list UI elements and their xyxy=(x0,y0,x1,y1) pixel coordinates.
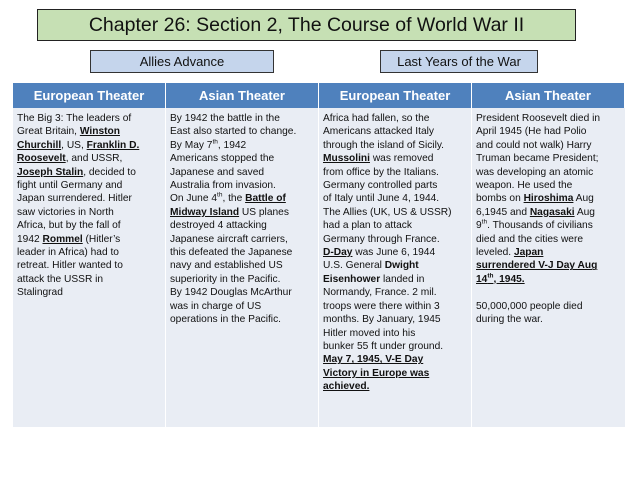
term-japan: Japan xyxy=(513,247,544,259)
text-line: superiority in the Pacific. xyxy=(170,273,281,285)
text-line: Germany controlled parts xyxy=(323,180,438,192)
superscript: th xyxy=(487,272,494,280)
text-line: 50,000,000 people died xyxy=(476,300,583,312)
text: bombs on xyxy=(476,193,524,205)
text-line: was in charge of US xyxy=(170,300,262,312)
text: , 1945. xyxy=(493,273,525,285)
text-line: saw victories in North xyxy=(17,206,114,218)
term-japan-3: 14th, 1945. xyxy=(476,272,525,285)
term-eisenhower-2: Eisenhower xyxy=(323,273,381,285)
text: was June 6, 1944 xyxy=(352,247,436,259)
cell-lastyears-european xyxy=(319,108,472,427)
term-churchill-2: Churchill xyxy=(17,139,62,151)
term-hiroshima: Hiroshima xyxy=(523,193,574,205)
text: leveled. xyxy=(476,247,514,259)
text-line: during the war. xyxy=(476,314,543,326)
text-line: fight until Germany and xyxy=(17,180,123,192)
column-header-asian-2: Asian Theater xyxy=(472,83,625,108)
term-veday: May 7, 1945, V-E Day xyxy=(323,354,424,366)
text: , 1942 xyxy=(217,139,247,151)
text-line: President Roosevelt died in xyxy=(476,113,601,124)
column-header-asian-1: Asian Theater xyxy=(166,83,319,108)
text-line: navy and established US xyxy=(170,260,283,272)
term-eisenhower: Dwight xyxy=(384,260,419,272)
text-line: destroyed 4 attacking xyxy=(170,220,267,232)
text-line: retreat. Hitler wanted to xyxy=(17,260,123,272)
text: , the xyxy=(222,193,246,205)
text: On June 4 xyxy=(170,193,218,205)
text-line: Truman became President; xyxy=(476,153,599,165)
text: , and USSR, xyxy=(65,153,123,165)
text: , US, xyxy=(61,139,87,151)
text-line: operations in the Pacific. xyxy=(170,314,281,326)
text: 6,1945 and xyxy=(476,206,530,218)
text: US planes xyxy=(239,206,289,218)
term-dday: D-Day xyxy=(323,247,353,259)
text: Aug xyxy=(573,193,594,205)
text-line: bunker 55 ft under ground. xyxy=(323,340,444,352)
text-line: of Italy until June 4, 1944. xyxy=(323,193,440,205)
text-line: The Big 3: The leaders of xyxy=(17,113,132,124)
cell-allies-european xyxy=(13,108,166,427)
text-line: Normandy, France. 2 mil. xyxy=(323,287,437,299)
slide-title: Chapter 26: Section 2, The Course of World War II xyxy=(37,9,576,41)
term-stalin: Joseph Stalin xyxy=(17,166,84,178)
text-line: this defeated the Japanese xyxy=(170,247,293,259)
text-line: months. By January, 1945 xyxy=(323,314,441,326)
text-line: By 1942 Douglas McArthur xyxy=(170,287,292,299)
term-rommel: Rommel xyxy=(42,233,83,245)
text-line: Australia from invasion. xyxy=(170,180,276,192)
term-japan-2: surrendered V-J Day Aug xyxy=(476,260,598,272)
text-line: Japanese aircraft carriers, xyxy=(170,233,288,245)
text-line: from office by the Italians. xyxy=(323,166,439,178)
text-line: Japan surrendered. Hitler xyxy=(17,193,132,205)
text: 9 xyxy=(476,220,482,232)
term-roosevelt-2: Roosevelt xyxy=(17,153,66,165)
text-line: Americans stopped the xyxy=(170,153,275,165)
text-line: Africa had fallen, so the xyxy=(323,113,430,124)
text-line: April 1945 (He had Polio xyxy=(476,126,587,138)
text-line: troops were there within 3 xyxy=(323,300,440,312)
section-label-last-years: Last Years of the War xyxy=(380,50,538,73)
section-label-allies-advance: Allies Advance xyxy=(90,50,274,73)
term-midway: Battle of xyxy=(245,193,286,205)
text-line: The Allies (UK, US & USSR) xyxy=(323,206,452,218)
theater-table xyxy=(13,83,625,427)
text-line: Germany through France. xyxy=(323,233,440,245)
column-header-european-1: European Theater xyxy=(13,83,166,108)
text: (Hitler’s xyxy=(82,233,121,245)
text-line: Hitler moved into his xyxy=(323,327,416,339)
text-line: had a plan to attack xyxy=(323,220,412,232)
term-churchill: Winston xyxy=(79,126,120,138)
cell-lastyears-asian xyxy=(472,108,625,427)
term-veday-2: Victory in Europe was xyxy=(323,367,430,379)
text-line: attack the USSR in xyxy=(17,273,104,285)
text-line: East also started to change. xyxy=(170,126,297,138)
text-line: was developing an atomic xyxy=(476,166,594,178)
text-line: died and the cities were xyxy=(476,233,584,245)
text-line: Stalingrad xyxy=(17,287,63,299)
text-line: Africa, but by the fall of xyxy=(17,220,121,232)
term-midway-2: Midway Island xyxy=(170,206,240,218)
text: was removed xyxy=(369,153,434,165)
term-nagasaki: Nagasaki xyxy=(529,206,575,218)
column-header-european-2: European Theater xyxy=(319,83,472,108)
text: Aug xyxy=(574,206,595,218)
text: landed in xyxy=(380,273,425,285)
text-line: Americans attacked Italy xyxy=(323,126,434,138)
cell-allies-asian xyxy=(166,108,319,427)
term-mussolini: Mussolini xyxy=(323,153,370,165)
superscript: th xyxy=(217,192,223,200)
text: Great Britain, xyxy=(17,126,80,138)
term-roosevelt: Franklin D. xyxy=(86,139,140,151)
text: By May 7 xyxy=(170,139,213,151)
superscript: th xyxy=(481,218,488,226)
text: U.S. General xyxy=(323,260,385,272)
term-veday-3: achieved. xyxy=(323,381,370,393)
superscript: th xyxy=(212,138,218,146)
text: . Thousands of civilians xyxy=(487,220,593,232)
text-line: Japanese and saved xyxy=(170,166,265,178)
text: , decided to xyxy=(83,166,136,178)
text-line: weapon. He used the xyxy=(476,180,573,192)
text-line: and could not walk) Harry xyxy=(476,139,592,151)
text: 1942 xyxy=(17,233,43,245)
text-line: By 1942 the battle in the xyxy=(170,113,280,124)
text-line: through the island of Sicily. xyxy=(323,139,444,151)
text-line: leader in Africa) had to xyxy=(17,247,119,259)
